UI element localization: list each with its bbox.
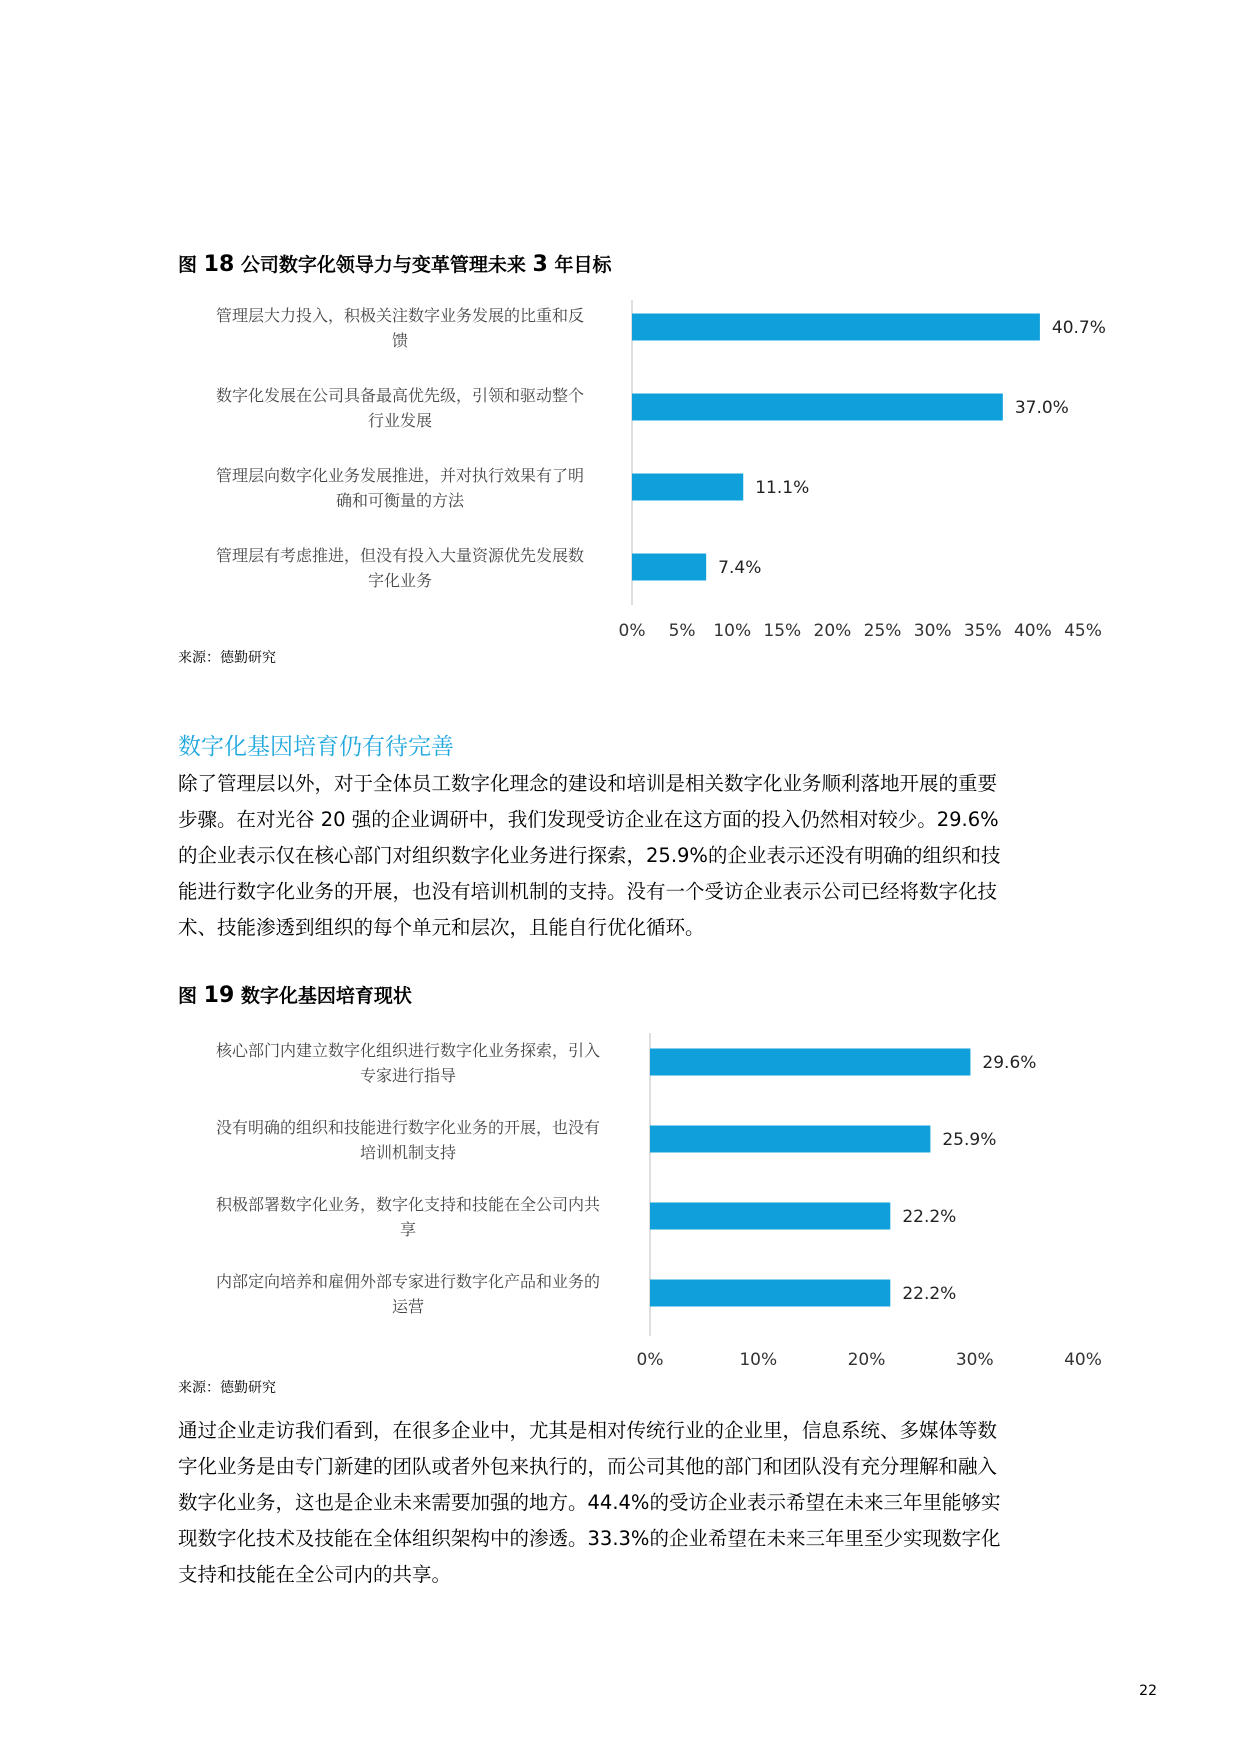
figure-19-source: 来源：德勤研究: [178, 1380, 276, 1396]
x-tick-label: 15%: [763, 621, 802, 641]
bar: [650, 1126, 930, 1153]
x-tick-label: 25%: [863, 621, 902, 641]
x-tick-label: 35%: [963, 621, 1002, 641]
category-label: 核心部门内建立数字化组织进行数字化业务探索，引入: [215, 1041, 601, 1060]
x-tick-label: 45%: [1064, 621, 1102, 641]
paragraph-line: 支持和技能在全公司内的共享。: [178, 1563, 452, 1586]
figure-number: 18: [203, 252, 235, 277]
category-label: 积极部署数字化业务，数字化支持和技能在全公司内共: [215, 1195, 601, 1214]
figure-number: 19: [203, 983, 235, 1008]
figure-label: 图: [178, 985, 198, 1007]
x-tick-label: 10%: [713, 621, 752, 641]
category-label: 管理层大力投入，积极关注数字业务发展的比重和反: [215, 306, 585, 325]
figure-title-text: 公司数字化领导力与变革管理未来: [240, 254, 526, 276]
paragraph-line: 的企业表示仅在核心部门对组织数字化业务进行探索，25.9%的企业表示还没有明确的组织和技: [178, 844, 1001, 867]
x-tick-label: 30%: [913, 621, 952, 641]
paragraph-line: 除了管理层以外，对于全体员工数字化理念的建设和培训是相关数字化业务顺利落地开展的重要: [178, 772, 998, 795]
category-label: 字化业务: [367, 571, 433, 590]
bar: [632, 474, 743, 501]
x-tick-label: 0%: [636, 1350, 664, 1370]
paragraph-line: 步骤。在对光谷 20 强的企业调研中，我们发现受访企业在这方面的投入仍然相对较少。29.6%: [178, 808, 999, 831]
bar-value-label: 25.9%: [942, 1130, 997, 1150]
bar: [650, 1280, 890, 1307]
bar-value-label: 40.7%: [1051, 318, 1106, 338]
bar: [632, 554, 706, 581]
category-label: 培训机制支持: [359, 1143, 457, 1162]
figure-title-suffix: 年目标: [554, 254, 612, 276]
bar: [632, 394, 1003, 421]
figure-18-title: [178, 250, 611, 277]
section-paragraph: [178, 766, 1168, 946]
category-label: 内部定向培养和雇佣外部专家进行数字化产品和业务的: [215, 1272, 601, 1291]
category-label: 管理层向数字化业务发展推进，并对执行效果有了明: [215, 466, 585, 485]
paragraph-line: 数字化业务，这也是企业未来需要加强的地方。44.4%的受访企业表示希望在未来三年里能够实: [178, 1491, 1001, 1514]
bar-value-label: 11.1%: [755, 478, 810, 498]
x-tick-label: 40%: [1064, 1350, 1102, 1370]
x-tick-label: 30%: [955, 1350, 994, 1370]
x-tick-label: 0%: [618, 621, 646, 641]
section-heading: 数字化基因培育仍有待完善: [178, 734, 454, 760]
x-tick-label: 20%: [847, 1350, 886, 1370]
category-label: 确和可衡量的方法: [335, 491, 465, 510]
x-tick-label: 5%: [668, 621, 696, 641]
paragraph-line: 术、技能渗透到组织的每个单元和层次，且能自行优化循环。: [178, 916, 705, 939]
x-tick-label: 40%: [1013, 621, 1052, 641]
category-label: 享: [399, 1220, 417, 1239]
closing-paragraph: [178, 1413, 1168, 1593]
category-label: 行业发展: [367, 411, 433, 430]
bar-value-label: 22.2%: [902, 1284, 957, 1304]
x-tick-label: 10%: [739, 1350, 778, 1370]
bar-value-label: 22.2%: [902, 1207, 957, 1227]
bar: [650, 1203, 890, 1230]
category-label: 专家进行指导: [359, 1066, 457, 1085]
paragraph-line: 字化业务是由专门新建的团队或者外包来执行的，而公司其他的部门和团队没有充分理解和融入: [178, 1455, 998, 1478]
figure-label: 图: [178, 254, 198, 276]
page-number: 22: [1139, 1683, 1157, 1699]
bar-value-label: 7.4%: [718, 558, 762, 578]
figure-19-title: [178, 981, 412, 1008]
figure-title-text: 数字化基因培育现状: [240, 985, 412, 1007]
category-label: 馈: [391, 331, 409, 350]
paragraph-line: 能进行数字化业务的开展，也没有培训机制的支持。没有一个受访企业表示公司已经将数字化技: [178, 880, 998, 903]
paragraph-line: 现数字化技术及技能在全体组织架构中的渗透。33.3%的企业希望在未来三年里至少实现数字化: [178, 1527, 1001, 1550]
bar-value-label: 29.6%: [982, 1053, 1037, 1073]
category-label: 数字化发展在公司具备最高优先级，引领和驱动整个: [215, 386, 585, 405]
category-label: 运营: [391, 1297, 425, 1316]
figure-title-number: 3: [532, 252, 548, 277]
bar: [632, 314, 1040, 341]
category-label: 管理层有考虑推进，但没有投入大量资源优先发展数: [215, 546, 585, 565]
bar: [650, 1049, 970, 1076]
paragraph-line: 通过企业走访我们看到，在很多企业中，尤其是相对传统行业的企业里，信息系统、多媒体等数: [178, 1419, 998, 1442]
figure-18-source: 来源：德勤研究: [178, 650, 276, 666]
category-label: 没有明确的组织和技能进行数字化业务的开展，也没有: [215, 1118, 601, 1137]
bar-value-label: 37.0%: [1014, 398, 1069, 418]
x-tick-label: 20%: [813, 621, 852, 641]
